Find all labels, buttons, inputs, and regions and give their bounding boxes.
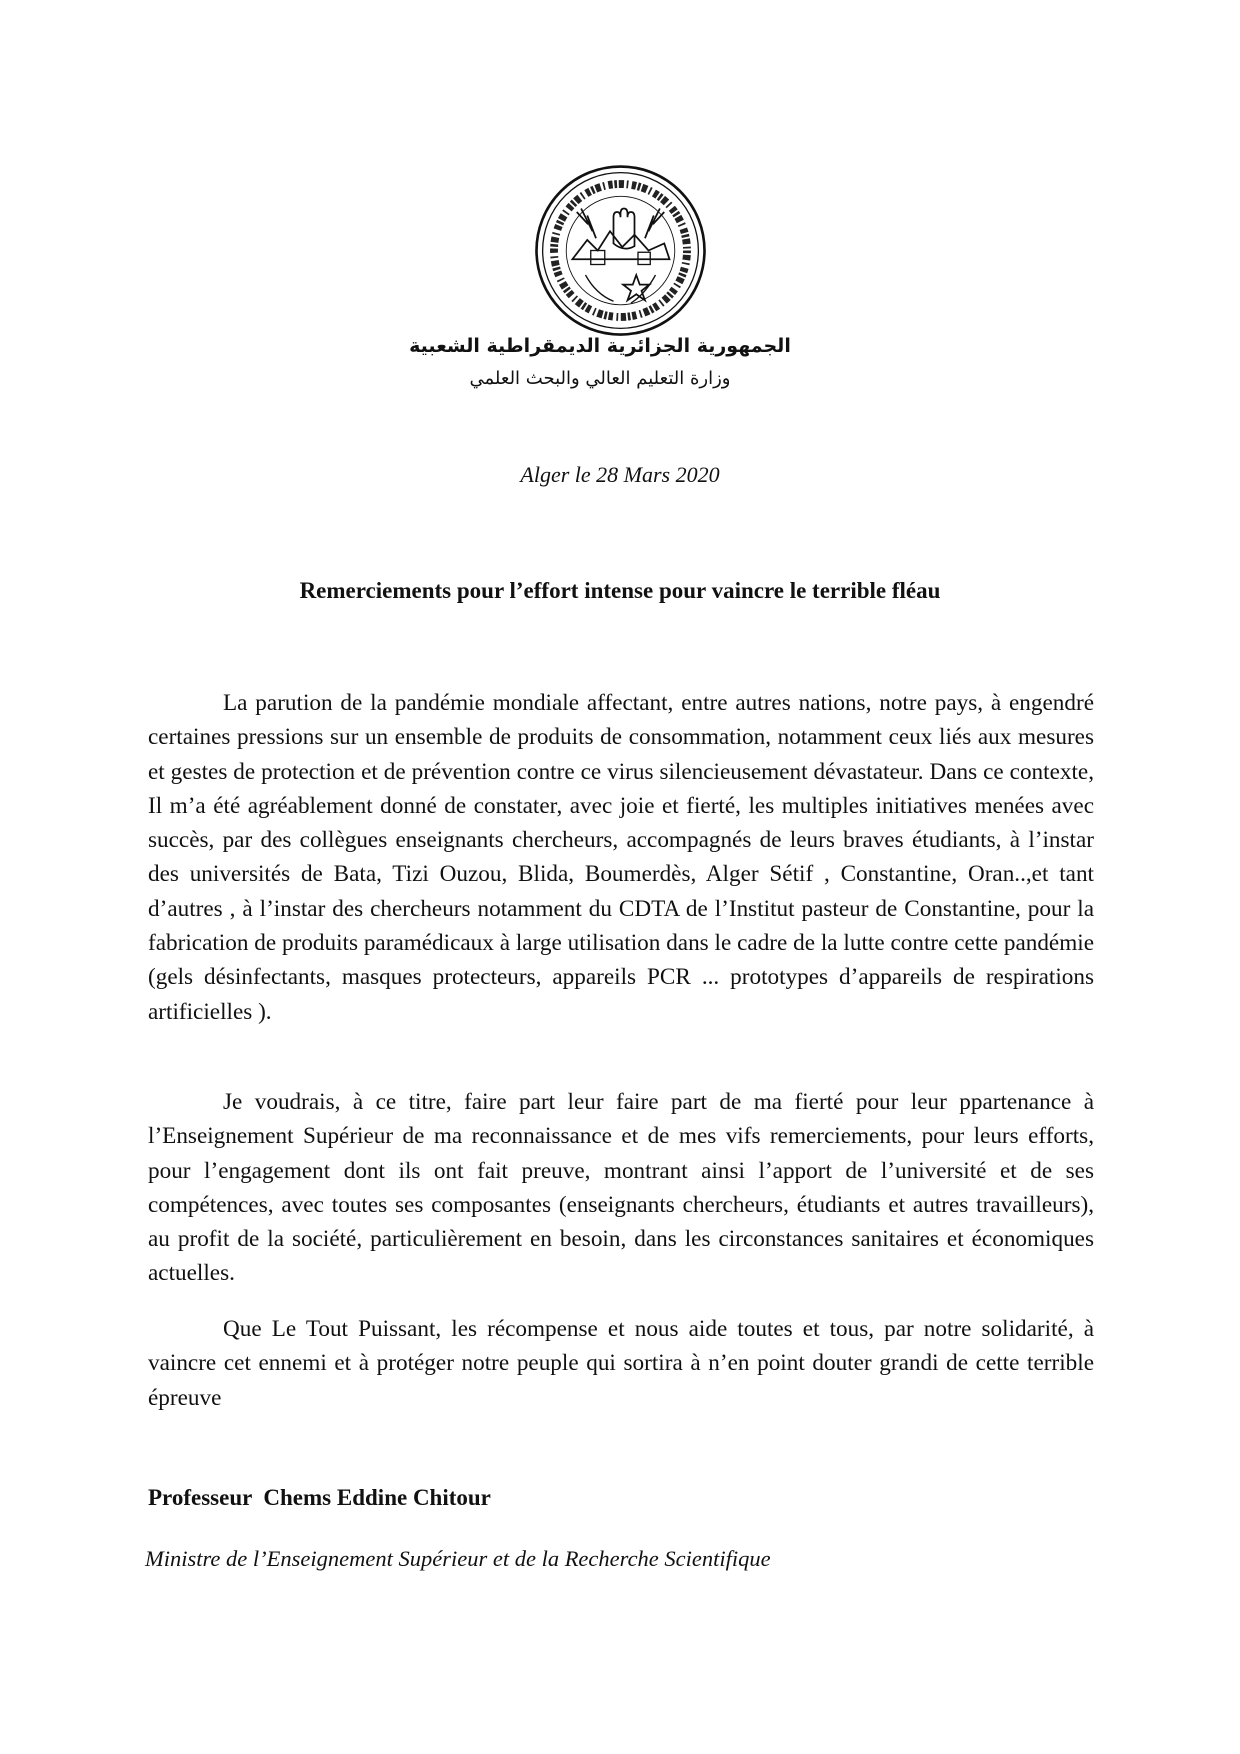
signatory-name: Professeur Chems Eddine Chitour: [148, 1485, 491, 1510]
ministry-name-arabic: وزارة التعليم العالي والبحث العلمي: [469, 368, 731, 389]
body-paragraph-2: [148, 1085, 1094, 1291]
body-paragraph-3: [148, 1312, 1094, 1415]
body-paragraph-1: [148, 686, 1094, 1029]
signatory-role: Ministre de l’Enseignement Supérieur et de la Recherche Scientifique: [145, 1546, 771, 1571]
algeria-state-seal-icon: [533, 163, 708, 338]
paragraph-text: Je voudrais, à ce titre, faire part leur faire part de ma fierté pour leur ppartenance à l’Enseignement Supérieur de ma reconnaissance et de mes vifs remerciements, pour leurs efforts, pour l’engagement dont ils ont fait preuve, montrant ainsi l’apport de l’université et de ses compétences, avec toutes ses composantes (enseignants chercheurs, étudiants et autres travailleurs), au profit de la société, particulièrement en besoin, dans les circonstances sanitaires et économiques actuelles.: [148, 1089, 1094, 1287]
letter-title: Remerciements pour l’effort intense pour vaincre le terrible fléau: [299, 578, 941, 603]
letter-date: Alger le 28 Mars 2020: [520, 462, 720, 487]
paragraph-text: La parution de la pandémie mondiale affectant, entre autres nations, notre pays, à engendré certaines pressions sur un ensemble de produits de consommation, notamment ceux liés aux mesures et gestes de protection et de prévention contre ce virus silencieusement dévastateur. Dans ce contexte, Il m’a été agréablement donné de constater, avec joie et fierté, les multiples initiatives menées avec succès, par des collègues enseignants chercheurs, accompagnés de leurs braves étudiants, à l’instar des universités de Bata, Tizi Ouzou, Blida, Boumerdès, Alger Sétif , Constantine, Oran..,et tant d’autres , à l’instar des chercheurs notamment du CDTA de l’Institut pasteur de Constantine, pour la fabrication de produits paramédicaux à large utilisation dans le cadre de la lutte contre cette pandémie (gels désinfectants, masques protecteurs, appareils PCR ... prototypes d’appareils de respirations artificielles ).: [148, 690, 1094, 1025]
republic-name-arabic: الجمهورية الجزائرية الديمقراطية الشعبية: [409, 335, 791, 357]
paragraph-text: Que Le Tout Puissant, les récompense et nous aide toutes et tous, par notre solidarité, à vaincre cet ennemi et à protéger notre peuple qui sortira à n’en point douter grandi de cette terrible épreuve: [148, 1316, 1094, 1411]
